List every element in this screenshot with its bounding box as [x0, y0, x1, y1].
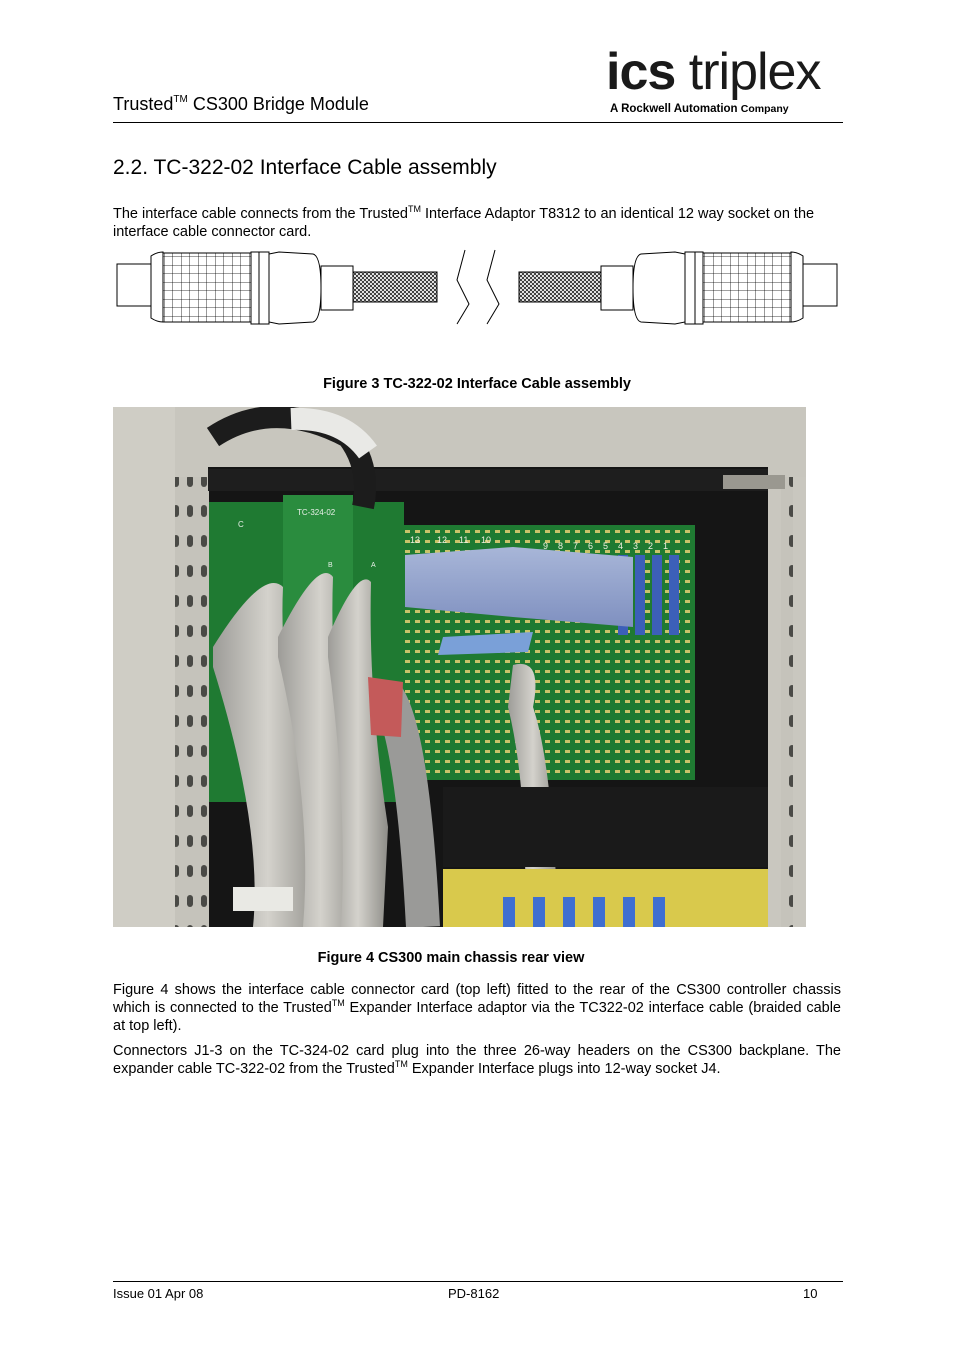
intro-pre: The interface cable connects from the Trusted [113, 206, 408, 222]
footer-page-number: 10 [803, 1286, 818, 1301]
label-a: A [371, 562, 376, 569]
break-mark-right [487, 250, 499, 324]
label-b: B [328, 562, 333, 569]
header-rule [113, 122, 843, 123]
left-braid [353, 272, 437, 302]
left-connector [117, 252, 353, 324]
card-label: TC-324-02 [297, 508, 336, 517]
company-logo [606, 44, 844, 120]
logo-triplex: triplex [688, 43, 821, 101]
para1-pre: Figure 4 shows the interface cable connector card (top left) fitted to the rear of the CS300 controller chassis which is connected to the Trusted [113, 982, 841, 1016]
intro-paragraph [113, 205, 841, 241]
header-tm: TM [173, 94, 188, 105]
right-connector [601, 252, 837, 324]
slot-13: 13 [410, 535, 421, 545]
slot-9: 9 [543, 541, 549, 551]
para1-tm: TM [331, 998, 345, 1008]
footer-doc-number: PD-8162 [448, 1286, 500, 1301]
body-paragraph-2 [113, 1042, 841, 1078]
slot-10: 10 [481, 535, 492, 545]
para2-post: Expander Interface plugs into 12-way socket J4. [407, 1061, 721, 1077]
right-braid [519, 272, 603, 302]
chassis-photo [113, 407, 806, 927]
para2-tm: TM [394, 1059, 408, 1069]
slot-2: 2 [648, 541, 654, 551]
header-title [113, 94, 369, 115]
intro-tm: TM [407, 204, 421, 214]
break-mark-left [457, 250, 469, 324]
slot-7: 7 [573, 541, 579, 551]
slot-6: 6 [588, 541, 594, 551]
logo-ics: ics [606, 43, 676, 101]
intro-post: Interface Adaptor T8312 to an identical 12 way socket on the interface cable connector card. [113, 206, 815, 240]
label-c: C [238, 520, 244, 529]
slot-8: 8 [558, 541, 564, 551]
body-paragraph-1 [113, 981, 841, 1035]
figure3-caption: Figure 3 TC-322-02 Interface Cable assembly [323, 376, 631, 392]
figure4-caption: Figure 4 CS300 main chassis rear view [317, 950, 585, 966]
footer-rule [113, 1281, 843, 1282]
slot-1: 1 [663, 541, 669, 551]
logo-subtitle: A Rockwell Automation [610, 103, 738, 115]
cable-assembly-diagram [113, 248, 841, 328]
header-title-pre: Trusted [113, 94, 174, 114]
logo-company: Company [740, 103, 789, 115]
slot-5: 5 [603, 541, 609, 551]
slot-3: 3 [633, 541, 639, 551]
para1-post: Expander Interface adaptor via the TC322-02 interface cable (braided cable at top left). [113, 1000, 841, 1034]
footer-issue: Issue 01 Apr 08 [113, 1286, 204, 1301]
slot-11: 11 [459, 535, 469, 545]
header-title-post: CS300 Bridge Module [187, 94, 369, 114]
section-heading: 2.2. TC-322-02 Interface Cable assembly [113, 156, 497, 179]
slot-12: 12 [437, 535, 448, 545]
para2-pre: Connectors J1-3 on the TC-324-02 card plug into the three 26-way headers on the CS300 backplane. The expander cable TC-322-02 from the Trusted [113, 1043, 841, 1077]
slot-4: 4 [618, 541, 624, 551]
